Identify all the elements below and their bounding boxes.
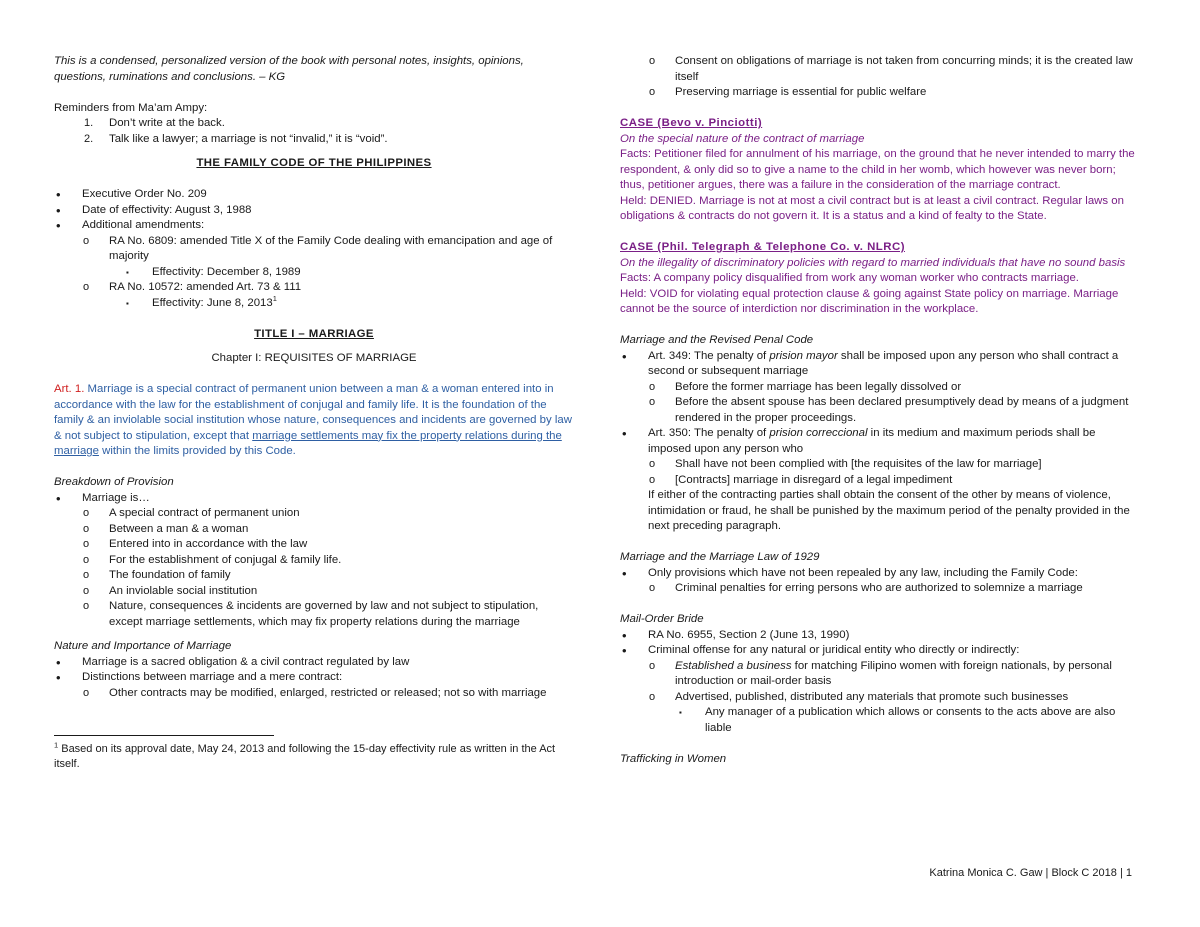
list-item: o Preserving marriage is essential for public welfare [649,86,927,98]
list-item: o Before the former marriage has been legally dissolved or [649,380,962,393]
code-title: THE FAMILY CODE OF THE PHILIPPINES [196,157,432,169]
nature-title: Nature and Importance of Marriage [54,640,232,652]
footnote-ref[interactable]: 1 [272,293,277,303]
list-item: o For the establishment of conjugal & family life. [83,553,342,566]
list-item: o The foundation of family [83,569,231,581]
left-column [54,54,574,772]
list-item: 1. Don’t write at the back. [84,117,225,129]
title-heading: TITLE I – MARRIAGE [254,327,374,340]
list-item: o Advertised, published, distributed any materials that promote such businesses [649,690,1069,703]
list-item: • Art. 350: The penalty of prision correccional in its medium and maximum periods shall be imposed upon any person who [622,426,1096,455]
list-item: ▪ Any manager of a publication which allows or consents to the acts above are also liable [679,706,1116,734]
list-item: o Before the absent spouse has been declared presumptively dead by means of a judgment rendered in the proper proceedings. [649,396,1129,424]
breakdown-title: Breakdown of Provision [54,476,174,488]
list-item: o Criminal penalties for erring persons who are authorized to solemnize a marriage [649,582,1083,594]
list-item: o Between a man & a woman [83,522,249,535]
list-item: • Date of effectivity: August 3, 1988 [56,202,252,218]
case-facts: Facts: Petitioner filed for annulment of his marriage, on the ground that he never intended to marry the respondent, & only did so to give a name to the child in her womb, which however was never born; thus, petitioner argues, there was a failure in the consideration of the marriage contract. [620,148,1135,191]
case-heading: CASE (Bevo v. Pinciotti) [620,117,763,129]
list-item: o [Contracts] marriage in disregard of a legal impediment [649,473,953,486]
list-item: • Marriage is a sacred obligation & a civil contract regulated by law [56,654,410,670]
case-heading: CASE (Phil. Telegraph & Telephone Co. v. NLRC) [620,241,905,253]
list-item: o Nature, consequences & incidents are governed by law and not subject to stipulation, except marriage settlements, which may fix property relations during the marriage [83,600,539,628]
case-facts: Facts: A company policy disqualified from work any woman worker who contracts marriage. [620,272,1079,284]
list-item: o Shall have not been complied with [the requisites of the law for marriage] [649,458,1042,470]
list-item: • Marriage is… [56,490,150,506]
list-item: • RA No. 6955, Section 2 (June 13, 1990) [622,627,850,643]
list-item: o Entered into in accordance with the law [83,538,308,550]
trafficking-title: Trafficking in Women [620,752,727,765]
chapter-heading: Chapter I: REQUISITES OF MARRIAGE [211,352,417,364]
list-item: 2. Talk like a lawyer; a marriage is not “invalid,” it is “void”. [84,132,388,145]
marriage-law-title: Marriage and the Marriage Law of 1929 [620,551,820,563]
right-column [620,54,1140,767]
footnote-divider [54,735,274,736]
list-item: o An inviolable social institution [83,584,258,597]
list-item: • Executive Order No. 209 [56,187,207,202]
article-1: Art. 1. Marriage is a special contract of permanent union between a man & a woman entered into in accordance with the law for the establishment of conjugal and family life. It is the foundation of the family & an inviolable social institution whose nature, consequences and incidents are governed by law & not subject to stipulation, except that marriage settlements may fix the property relations during the marriage within the limits provided by this Code. [54,383,572,457]
case-held: Held: DENIED. Marriage is not at most a civil contract but is at least a civil contract. Regular laws on obligations & contracts do not govern it. It is a status and a kind of fealty to the State. [620,194,1124,222]
list-item: ▪ Effectivity: December 8, 1989 [126,265,301,278]
list-item: o A special contract of permanent union [83,507,300,519]
footnote: $^1$ Based on its approval date, May 24, 2013 and following the 15-day effectivity rule as written in the Act itself. [54,740,556,770]
list-item: • Only provisions which have not been repealed by any law, including the Family Code: [622,565,1078,581]
list-item: o Other contracts may be modified, enlarged, restricted or released; not so with marriage [83,686,547,699]
art350-paragraph: If either of the contracting parties shall obtain the consent of the other by means of violence, intimidation or fraud, he shall be punished by the maximum period of the penalty provided in the next preceding paragraph. [648,489,1130,532]
list-item: • Art. 349: The penalty of prision mayor shall be imposed upon any person who shall contract a second or subsequent marriage [622,348,1119,377]
list-item: o Consent on obligations of marriage is not taken from concurring minds; it is the created law itself [649,55,1133,83]
list-item: o RA No. 10572: amended Art. 73 & 111 [83,281,302,293]
rpc-title: Marriage and the Revised Penal Code [620,334,814,346]
list-item: o RA No. 6809: amended Title X of the Family Code dealing with emancipation and age of majority [83,234,553,262]
list-item: ▪ Effectivity: June 8, 2013$^1$ [126,293,277,309]
list-item: • Criminal offense for any natural or juridical entity who directly or indirectly: [622,643,1020,658]
reminders-title: Reminders from Ma’am Ampy: [54,101,208,114]
page-footer: Katrina Monica C. Gaw | Block C 2018 | 1 [929,867,1132,879]
list-item: • Additional amendments: [56,218,205,233]
list-item: o Established a business for matching Filipino women with foreign nationals, by personal introduction or mail-order basis [649,659,1112,687]
case-subtitle: On the illegality of discriminatory policies with regard to married individuals that have no sound basis [620,256,1126,269]
case-held: Held: VOID for violating equal protection clause & going against State policy on marriage. Marriage cannot be the source of interdiction nor discrimination in the workplace. [620,287,1119,315]
list-item: • Distinctions between marriage and a mere contract: [56,670,343,685]
case-subtitle: On the special nature of the contract of marriage [620,132,865,145]
intro-note: This is a condensed, personalized version of the book with personal notes, insights, opinions, questions, ruminations and conclusions. – KG [54,55,524,83]
mail-order-title: Mail-Order Bride [620,613,704,625]
